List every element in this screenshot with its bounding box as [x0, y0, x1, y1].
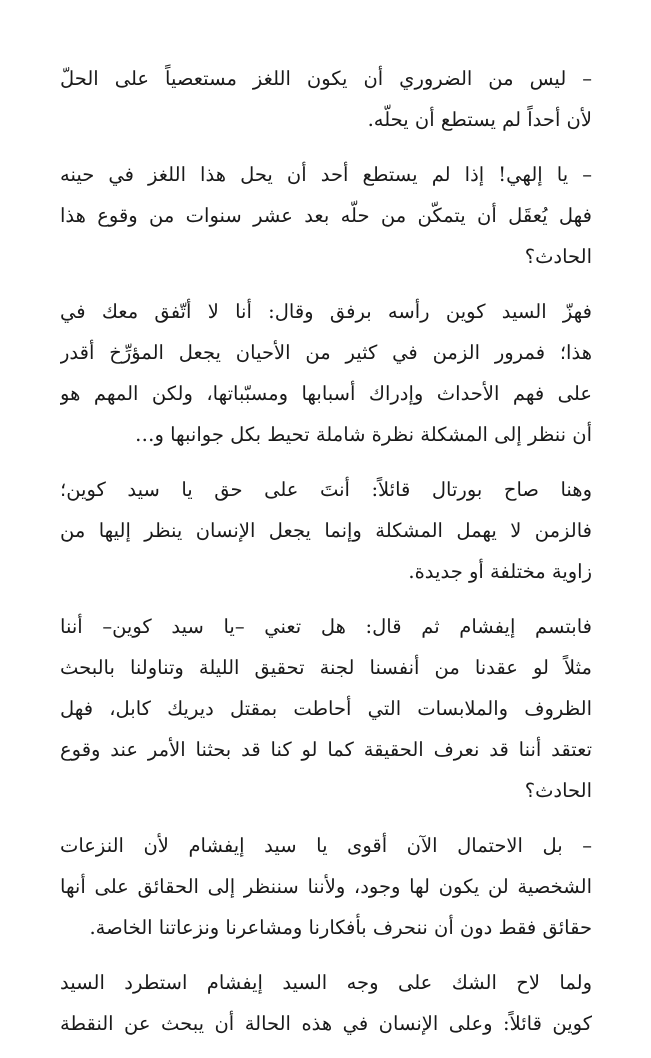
paragraph-2	[60, 154, 592, 277]
text-line: – ليس من الضروري أن يكون اللغز مستعصياً على الحلّ	[60, 67, 592, 90]
text-line: كوين قائلاً: وعلى الإنسان في هذه الحالة أن يبحث عن النقطة	[60, 1012, 592, 1035]
text-line: الحادث؟	[524, 245, 592, 268]
paragraph-3	[60, 291, 592, 455]
paragraph-1	[60, 58, 592, 140]
text-line: وهنا صاح بورتال قائلاً: أنتَ على حق يا سيد كوين؛	[60, 478, 592, 501]
paragraph-6	[60, 825, 592, 948]
text-line: – بل الاحتمال الآن أقوى يا سيد إيفشام لأن النزعات	[60, 834, 592, 857]
text-line: زاوية مختلفة أو جديدة.	[408, 560, 592, 583]
text-line: الظروف والملابسات التي أحاطت بمقتل ديريك كابل، فهل	[60, 697, 592, 720]
text-line: فهزّ السيد كوين رأسه برفق وقال: أنا لا أتّفق معك في	[60, 300, 592, 323]
text-line: – يا إلهي! إذا لم يستطع أحد أن يحل هذا اللغز في حينه	[60, 163, 592, 186]
paragraph-4	[60, 469, 592, 592]
paragraph-5	[60, 606, 592, 811]
text-line: فابتسم إيفشام ثم قال: هل تعني –يا سيد كوين– أننا	[60, 615, 592, 638]
text-line: على فهم الأحداث وإدراك أسبابها ومسبّباتها، ولكن المهم هو	[60, 382, 592, 405]
text-line: لأن أحداً لم يستطع أن يحلّه.	[367, 108, 592, 131]
text-line: الشخصية لن يكون لها وجود، ولأننا سننظر إلى الحقائق على أنها	[60, 875, 592, 898]
text-line: مثلاً لو عقدنا من أنفسنا لجنة تحقيق الليلة وتناولنا بالبحث	[60, 656, 592, 679]
book-page-text	[60, 58, 592, 1058]
text-line: هذا؛ فمرور الزمن في كثير من الأحيان يجعل المؤرِّخ أقدر	[60, 341, 592, 364]
paragraph-7	[60, 962, 592, 1044]
text-line: فهل يُعقَل أن يتمكّن من حلّه بعد عشر سنوات من وقوع هذا	[60, 204, 592, 227]
text-line: الحادث؟	[524, 779, 592, 802]
text-line: حقائق فقط دون أن ننحرف بأفكارنا ومشاعرنا ونزعاتنا الخاصة.	[89, 916, 592, 939]
text-line: فالزمن لا يهمل المشكلة وإنما يجعل الإنسان ينظر إليها من	[60, 519, 592, 542]
text-line: أن ننظر إلى المشكلة نظرة شاملة تحيط بكل جوانبها و…	[134, 423, 592, 446]
text-line: تعتقد أننا قد نعرف الحقيقة كما لو كنا قد بحثنا الأمر عند وقوع	[60, 738, 592, 761]
text-line: ولما لاح الشك على وجه السيد إيفشام استطرد السيد	[60, 971, 592, 994]
